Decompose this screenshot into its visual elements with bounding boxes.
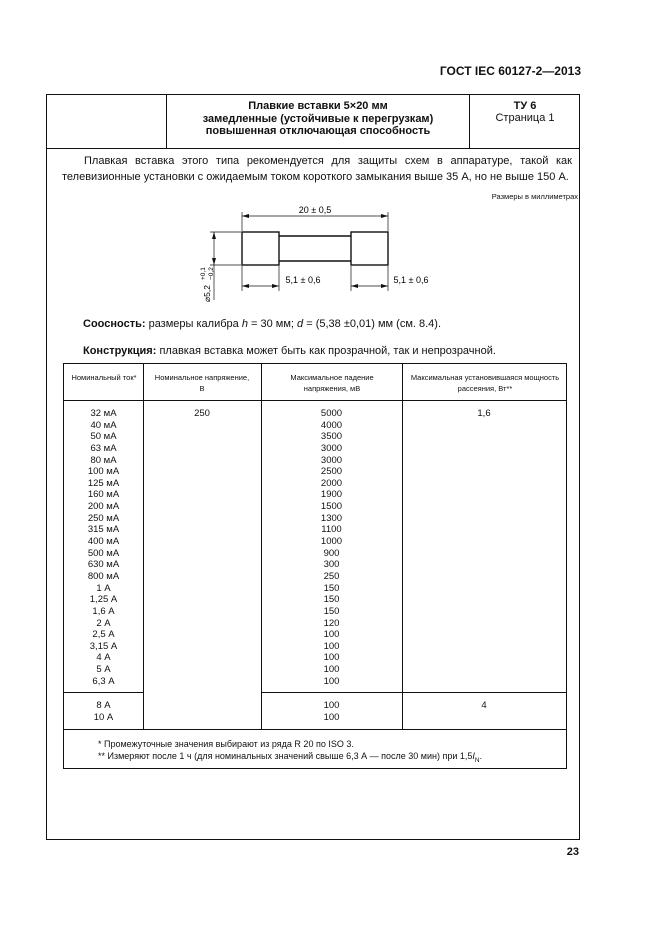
table-cell: 2500 [320, 466, 343, 478]
table-cell: 4000 [320, 419, 343, 431]
table-cell: 250 [323, 570, 340, 582]
table-cell: 1,6 А [92, 605, 115, 617]
table-cell: 80 мА [90, 454, 117, 466]
table-cell: 40 мА [90, 419, 117, 431]
dimensions-note: Размеры в миллиметрах [491, 192, 578, 201]
gauge-paragraph: Соосность: размеры калибра h = 30 мм; d = (5,38 ±0,01) мм (см. 8.4). [83, 318, 442, 330]
table-cell: 100 [323, 652, 340, 664]
table-cell: 3000 [320, 442, 343, 454]
left-cap [242, 232, 279, 265]
table-cell: 1000 [320, 536, 343, 548]
table-cell: 2000 [320, 477, 343, 489]
table-cell: 100 [323, 629, 340, 641]
table-cell: 100 мА [87, 466, 120, 478]
table-cell: 2,5 А [92, 629, 115, 641]
table-cell: 1 А [96, 582, 111, 594]
table-cell: 32 мА [90, 408, 117, 419]
sheet-code: ТУ 6 [513, 100, 537, 112]
left-cap-label: 5,1 ± 0,6 [285, 275, 321, 285]
table-cell: 200 мА [87, 501, 120, 513]
table-cell: 315 мА [87, 524, 120, 536]
table-cell: 1,25 А [89, 594, 118, 606]
title-line: повышенная отключающая способность [205, 125, 431, 137]
table-cell: 50 мА [90, 431, 117, 443]
table-cell: 630 мА [87, 559, 120, 571]
table-cell: 3500 [320, 431, 343, 443]
table-cell: 900 [323, 547, 340, 559]
drop-column-1 [261, 408, 402, 687]
current-column-1 [64, 408, 143, 687]
table-cell: 160 мА [87, 489, 120, 501]
table-cell: 120 [323, 617, 340, 629]
table-cell: 400 мА [87, 536, 120, 548]
footnote-2: ** Измеряют после 1 ч (для номинальных значений свыше 6,3 А — после 30 мин) при $1,5I_N$. [98, 751, 483, 764]
table-cell: 150 [323, 605, 340, 617]
table-cell: 100 [323, 664, 340, 676]
current-column-2 [64, 700, 143, 723]
construction-label: Конструкция: [83, 345, 157, 357]
table-cell: 8 А [96, 700, 111, 711]
construction-paragraph: Конструкция: плавкая вставка может быть как прозрачной, так и непрозрачной. [83, 345, 496, 357]
footnote-1: * Промежуточные значения выбирают из ряда R 20 по ISO 3. [98, 739, 354, 749]
table-cell: 63 мА [90, 442, 117, 454]
table-cell: 100 [323, 675, 340, 687]
standard-code: ГОСТ IEC 60127-2—2013 [439, 64, 581, 78]
sheet-page: Страница 1 [495, 112, 555, 124]
table-cell: 5 А [96, 664, 111, 676]
header-current: Номинальный ток* [71, 373, 137, 382]
intro-paragraph: Плавкая вставка этого типа рекомендуется для защиты схем в аппаратуре, такой как телевизионные установки с ожидаемым током короткого замыкания выше 35 А, но не выше 150 А. [62, 155, 572, 183]
diameter-tol-upper: +0,1 [200, 267, 207, 280]
table-cell: 6,3 А [92, 675, 115, 687]
ratings-table [63, 363, 567, 769]
diameter-tol-lower: −0,2 [208, 267, 215, 280]
table-cell: 3000 [320, 454, 343, 466]
gauge-label: Соосность: [83, 318, 146, 330]
title-line: Плавкие вставки 5×20 мм [248, 100, 388, 112]
fuse-drawing [0, 0, 661, 320]
diameter-label: ⌀5,2 [202, 285, 212, 302]
overall-length-label: 20 ± 0,5 [298, 205, 332, 215]
title-line: замедленные (устойчивые к перегрузкам) [202, 112, 434, 125]
table-cell: 100 [323, 700, 340, 711]
table-cell: 500 мА [87, 547, 120, 559]
table-cell: 300 [323, 559, 340, 571]
voltage-value: 250 [194, 408, 210, 419]
right-cap [351, 232, 388, 265]
table-cell: 1500 [320, 501, 343, 513]
table-cell: 1100 [321, 524, 342, 536]
page-number: 23 [566, 846, 579, 858]
power-value-1: 1,6 [477, 408, 491, 419]
table-cell: 1300 [320, 512, 343, 524]
right-cap-label: 5,1 ± 0,6 [393, 275, 429, 285]
table-cell: 10 А [93, 711, 114, 723]
table-cell: 800 мА [87, 570, 120, 582]
power-value-2: 4 [481, 700, 487, 711]
table-cell: 4 А [96, 652, 111, 664]
drop-column-2 [261, 700, 402, 723]
header-power: Максимальная установившаяся мощность рассеяния, Вт** [410, 373, 560, 393]
table-cell: 3,15 А [89, 640, 118, 652]
table-cell: 5000 [320, 408, 343, 419]
table-cell: 100 [323, 640, 340, 652]
table-cell: 150 [323, 594, 340, 606]
header-voltage-drop: Максимальное падение напряжения, мВ [290, 373, 374, 393]
table-cell: 2 А [96, 617, 111, 629]
table-cell: 100 [323, 711, 340, 723]
table-cell: 250 мА [87, 512, 120, 524]
header-voltage: Номинальное напряжение, В [154, 373, 250, 393]
table-cell: 150 [323, 582, 340, 594]
table-cell: 1900 [320, 489, 343, 501]
table-cell: 125 мА [87, 477, 120, 489]
